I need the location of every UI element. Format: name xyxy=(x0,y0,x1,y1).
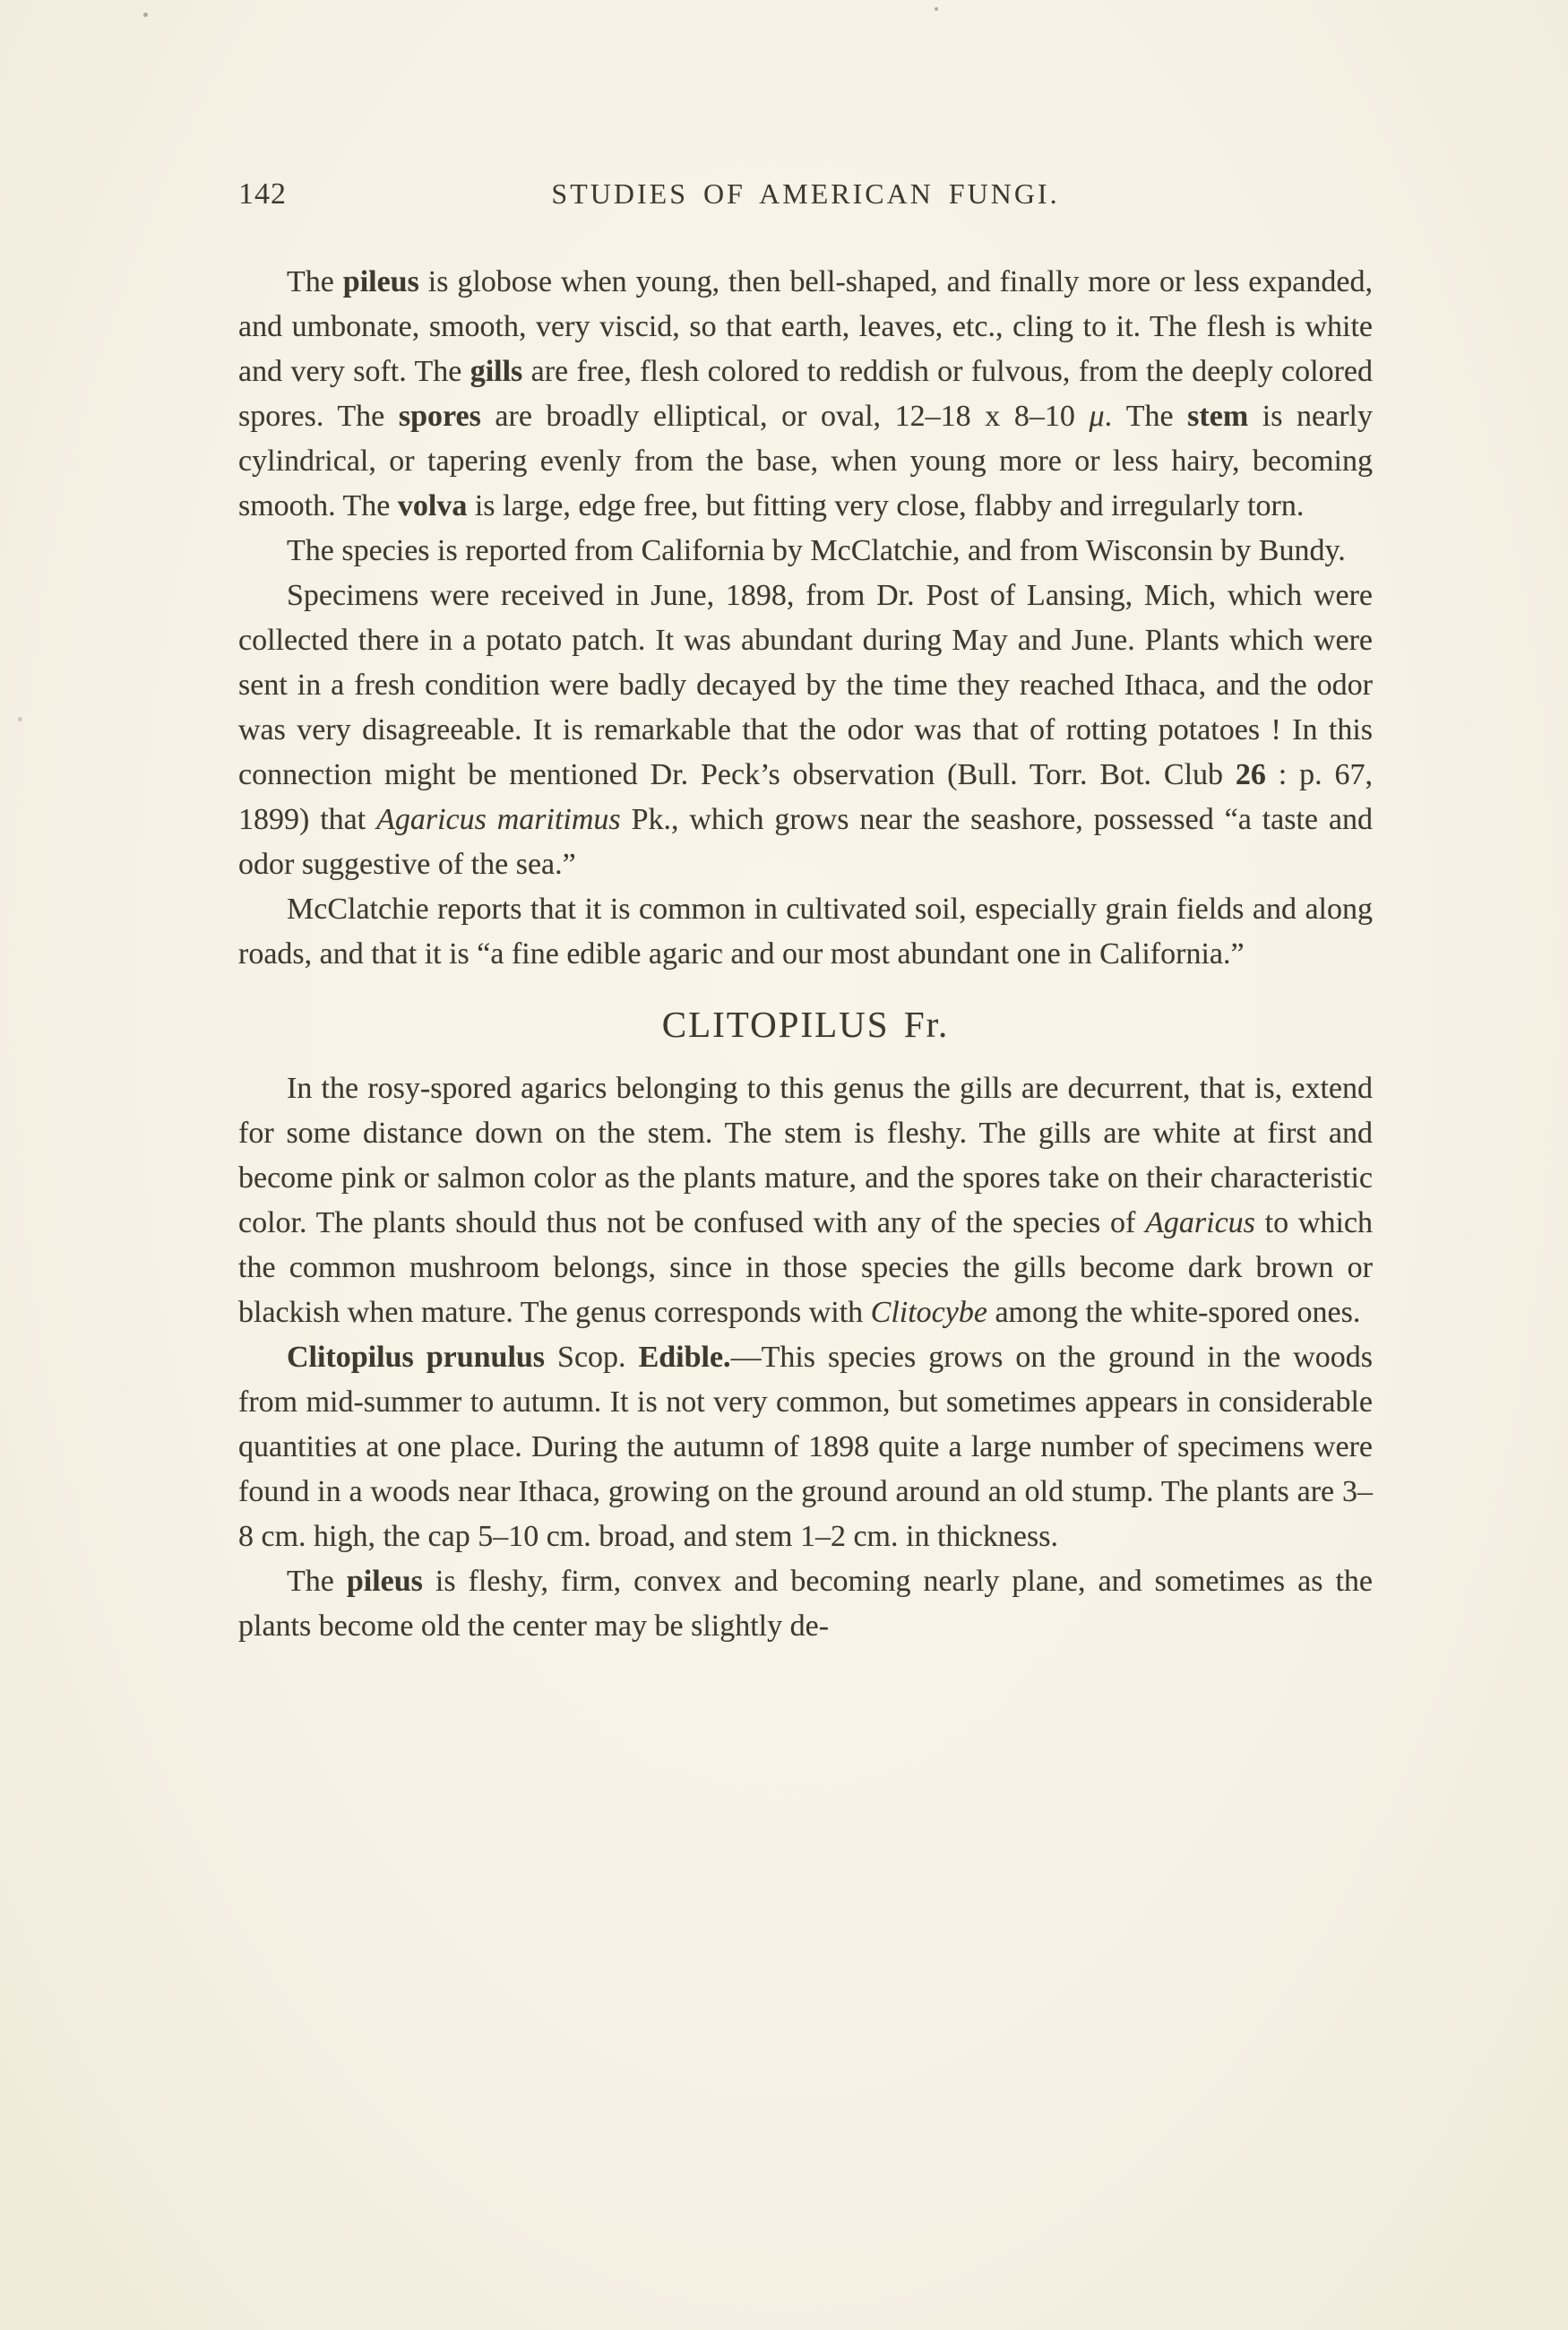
bold-term: Clitopilus prunulus xyxy=(287,1341,546,1374)
text-run: McClatchie reports that it is common in cultivated soil, especially grain fields and along roads, and that it is “a fine edible agaric and our most abundant one in California.” xyxy=(238,893,1373,971)
text-run: to which the common mushroom belongs, since in those species the gills become dark brown or blackish when mature. The genus corresponds with xyxy=(238,1206,1373,1329)
text-run: are free, flesh colored to reddish or fulvous, from the deeply colored spores. The xyxy=(238,355,1374,433)
bold-term: Edible. xyxy=(638,1341,731,1374)
text-run: Specimens were received in June, 1898, from Dr. Post of Lansing, Mich, which were collected there in a potato patch. It was abundant during May and June. Plants which were sent in a fresh condition were badly decayed by the time they reached Ithaca, and the odor was very disagreeable. It is remarkable that the odor was that of rotting potatoes ! In this connection might be mentioned Dr. Peck’s observation (Bull. Torr. Bot. Club xyxy=(238,579,1373,791)
paragraph xyxy=(238,529,1373,574)
text-run: The xyxy=(287,1565,347,1598)
page-header xyxy=(238,177,1373,219)
section-heading xyxy=(238,1002,1373,1047)
text-run: : p. 67, 1899) that xyxy=(238,758,1373,836)
bold-term: spores xyxy=(398,400,481,433)
bold-term: gills xyxy=(470,355,523,388)
paragraph xyxy=(238,1559,1373,1649)
text-run: are broadly elliptical, or oval, 12–18 x 8–10 xyxy=(480,400,1090,433)
text-run: CLITOPILUS Fr. xyxy=(661,1004,950,1045)
text-run: is globose when young, then bell-shaped, and finally more or less expanded, and umbonate, smooth, very viscid, so that earth, leaves, etc., cling to it. The flesh is white and very soft. The xyxy=(238,265,1373,388)
paragraph xyxy=(238,260,1373,529)
bold-term: pileus xyxy=(346,1565,423,1598)
scan-artifact xyxy=(18,717,22,721)
running-head: STUDIES OF AMERICAN FUNGI. xyxy=(551,177,1060,210)
italic-term: μ xyxy=(1089,400,1105,433)
text-run: Scop. xyxy=(545,1341,639,1374)
italic-term: Agaricus xyxy=(1145,1206,1255,1239)
bold-term: 26 xyxy=(1235,758,1266,791)
italic-term: Agaricus maritimus xyxy=(376,803,621,836)
text-run: is large, edge free, but fitting very close, flabby and irregularly torn. xyxy=(467,489,1305,522)
page-number: 142 xyxy=(238,177,287,211)
italic-term: Clitocybe xyxy=(870,1296,987,1329)
text-run: —This species grows on the ground in the woods from mid-summer to autumn. It is not very common, but sometimes appears in considerable quantities at one place. During the autumn of 1898 quite a large number of specimens were found in a woods near Ithaca, growing on the ground around an old stump. The plants are 3–8 cm. high, the cap 5–10 cm. broad, and stem 1–2 cm. in thickness. xyxy=(238,1341,1374,1553)
bold-term: stem xyxy=(1187,400,1249,433)
text-run: The species is reported from California by McClatchie, and from Wisconsin by Bundy. xyxy=(287,534,1346,567)
bold-term: pileus xyxy=(342,265,419,298)
paragraph xyxy=(238,887,1373,977)
text-run: The xyxy=(287,265,343,298)
text-run: . The xyxy=(1104,400,1188,433)
text-run: Pk., which grows near the seashore, possessed “a taste and odor suggestive of the sea.” xyxy=(238,803,1373,881)
page-body xyxy=(238,260,1373,1649)
paragraph xyxy=(238,574,1373,887)
paragraph xyxy=(238,1066,1373,1335)
bold-term: volva xyxy=(397,489,468,522)
text-run: is nearly cylindrical, or tapering evenly from the base, when young more or less hairy, becoming smooth. The xyxy=(238,400,1373,522)
text-run: In the rosy-spored agarics belonging to this genus the gills are decurrent, that is, extend for some distance down on the stem. The stem is fleshy. The gills are white at first and become pink or salmon color as the plants mature, and the spores take on their characteristic color. The plants should thus not be confused with any of the species of xyxy=(238,1072,1373,1239)
scan-artifact xyxy=(143,13,148,17)
text-run: among the white-spored ones. xyxy=(986,1296,1361,1329)
paragraph xyxy=(238,1335,1373,1559)
scan-artifact xyxy=(935,7,938,11)
text-run: is fleshy, firm, convex and becoming nearly plane, and sometimes as the plants become old the center may be slightly de- xyxy=(238,1565,1373,1643)
